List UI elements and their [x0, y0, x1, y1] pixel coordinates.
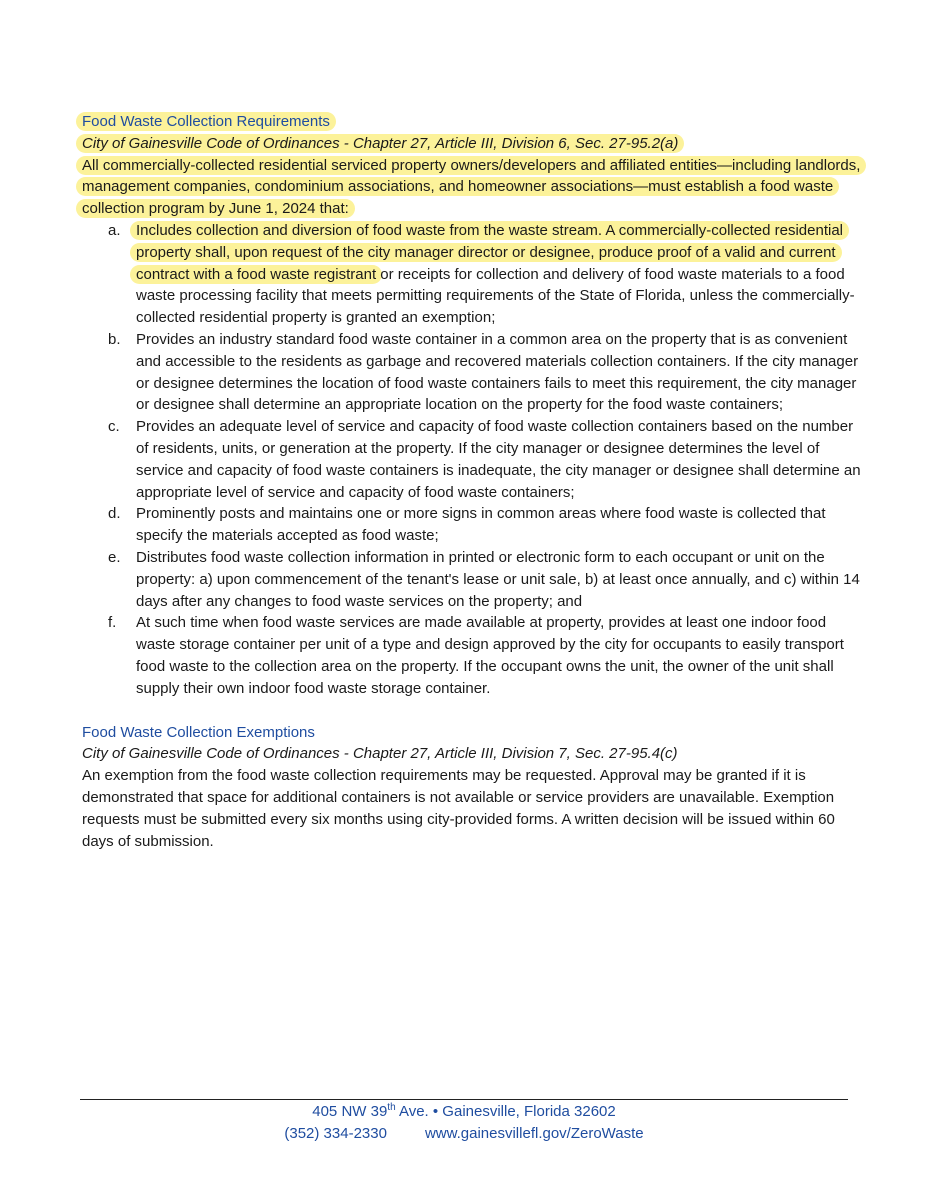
list-item [108, 220, 862, 329]
list-item [108, 547, 862, 612]
list-item [108, 612, 862, 699]
requirements-section [82, 111, 862, 700]
list-marker: f. [108, 614, 117, 632]
requirements-intro-text: All commercially-collected residential serviced property owners/developers and affiliated entities—including landlords, management companies, condominium associations, and homeowner associations—must establish a food waste collection program by June 1, 2024 that: [76, 156, 866, 219]
footer-phone: (352) 334-2330 [284, 1125, 387, 1142]
list-marker: d. [108, 505, 121, 523]
footer-divider [80, 1099, 848, 1100]
footer-address [80, 1101, 848, 1123]
requirements-citation-text: City of Gainesville Code of Ordinances - Chapter 27, Article III, Division 6, Sec. 27-95.2(a) [76, 134, 684, 153]
exemptions-section [82, 722, 862, 853]
list-item [108, 503, 862, 547]
exemptions-body: An exemption from the food waste collection requirements may be requested. Approval may be granted if it is demonstrated that space for additional containers is not available or service providers are unavailable. Exemption requests must be submitted every six months using city-provided forms. A written decision will be issued within 60 days of submission. [82, 767, 835, 850]
section-title-requirements [82, 111, 862, 133]
footer-website-link[interactable]: www.gainesvillefl.gov/ZeroWaste [424, 1125, 644, 1142]
address-city: Ave. • Gainesville, Florida 32602 [395, 1103, 616, 1120]
list-marker: b. [108, 330, 121, 348]
footer-contact [80, 1123, 848, 1145]
footer [80, 1101, 848, 1145]
list-marker: e. [108, 548, 121, 566]
requirements-intro [82, 155, 862, 220]
citation-exemptions: City of Gainesville Code of Ordinances - Chapter 27, Article III, Division 7, Sec. 27-95.4(c) [82, 745, 678, 763]
requirements-title-text: Food Waste Collection Requirements [76, 112, 336, 131]
document-body [82, 111, 862, 852]
requirements-list [82, 220, 862, 700]
address-street: 405 NW 39 [312, 1103, 388, 1120]
item-text: Provides an industry standard food waste container in a common area on the property that is as convenient and accessible to the residents as garbage and recovered materials collection containers. If the city manager or designee determines the location of food waste containers fails to meet this requirement, the city manager or designee shall determine an appropriate location on the property for the food waste containers; [136, 330, 859, 414]
list-marker: a. [108, 221, 121, 239]
item-text: Distributes food waste collection information in printed or electronic form to each occupant or unit on the property: a) upon commencement of the tenant's lease or unit sale, b) at least once annually, and c) within 14 days after any changes to food waste services on the property; and [136, 548, 860, 610]
highlighted-text: Includes collection and diversion of food waste from the waste stream. A commercially-collected residential property shall, upon request of the city manager director or designee, produce proof of a valid and current contract with a food waste registrant [130, 221, 849, 284]
section-title-exemptions: Food Waste Collection Exemptions [82, 723, 315, 741]
list-item [108, 329, 862, 416]
list-item [108, 416, 862, 503]
item-text: Prominently posts and maintains one or more signs in common areas where food waste is collected that specify the materials accepted as food waste; [136, 505, 826, 545]
list-marker: c. [108, 418, 120, 436]
item-text: or receipts for collection and delivery of food waste materials to a food waste processing facility that meets permitting requirements of the State of Florida, unless the commercially-collected residential property is granted an exemption; [136, 265, 855, 327]
address-ordinal: th [387, 1102, 396, 1113]
citation-requirements [82, 133, 862, 155]
item-text: At such time when food waste services are made available at property, provides at least one indoor food waste storage container per unit of a type and design approved by the city for occupants to easily transport food waste to the collection area on the property. If the occupant owns the unit, the owner of the unit shall supply their own indoor food waste storage container. [136, 614, 844, 697]
item-text: Provides an adequate level of service and capacity of food waste collection containers based on the number of residents, units, or generation at the property. If the city manager or designee determines the level of service and capacity of food waste containers is inadequate, the city manager or designee shall determine an appropriate level of service and capacity of food waste containers; [136, 418, 861, 501]
